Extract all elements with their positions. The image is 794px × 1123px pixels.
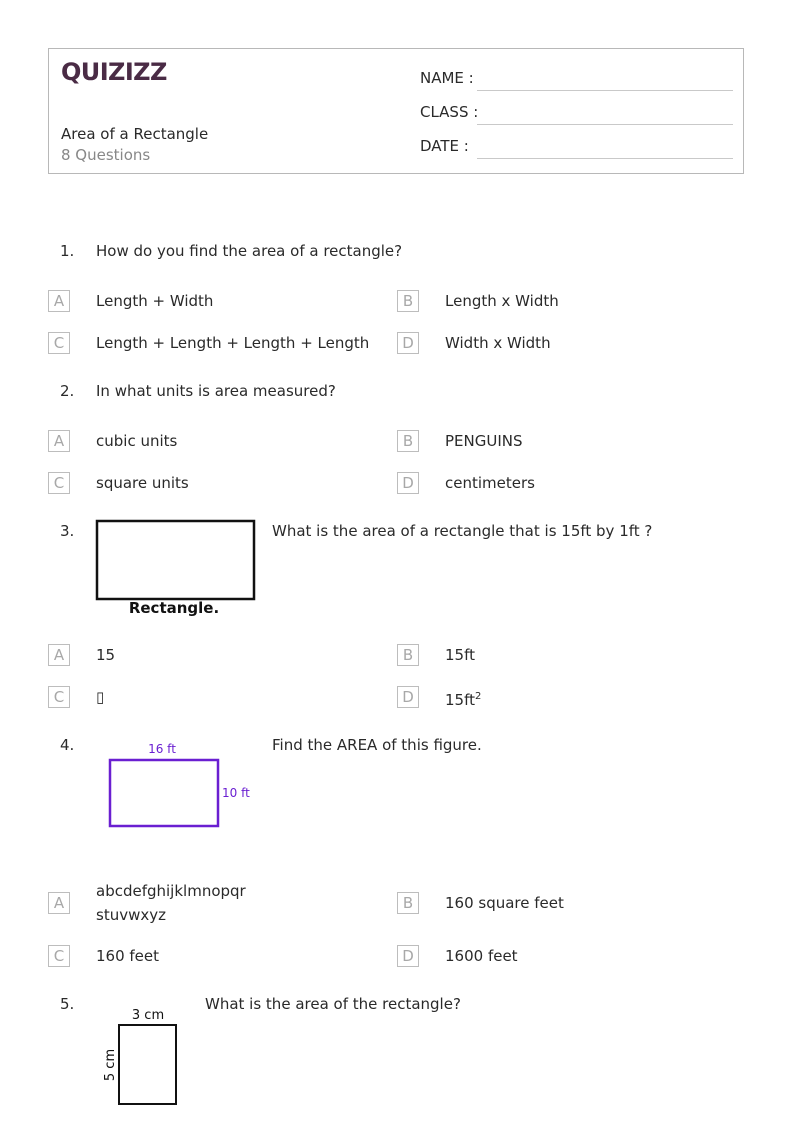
option-b-box[interactable]: B: [397, 892, 419, 914]
option-d-box[interactable]: D: [397, 472, 419, 494]
question-number: 4.: [60, 736, 75, 754]
question-number: 3.: [60, 522, 75, 540]
option-d-box[interactable]: D: [397, 332, 419, 354]
date-line[interactable]: [477, 158, 733, 159]
question-count: 8 Questions: [61, 146, 151, 164]
question-text: What is the area of a rectangle that is 15ft by 1ft ?: [272, 522, 653, 540]
black-rectangle: [119, 1025, 176, 1104]
height-label: 10 ft: [222, 786, 250, 800]
option-c-text: Length + Length + Length + Length: [96, 334, 370, 352]
option-b-text: PENGUINS: [445, 432, 523, 450]
question-text: In what units is area measured?: [96, 382, 336, 400]
purple-rectangle: [110, 760, 218, 826]
option-d-box[interactable]: D: [397, 945, 419, 967]
question-number: 5.: [60, 995, 75, 1013]
rectangle-figure-16x10: [104, 738, 254, 832]
option-a-text: Length + Width: [96, 292, 214, 310]
option-b-box[interactable]: B: [397, 644, 419, 666]
option-d-base: 15ft: [445, 691, 475, 709]
name-label: NAME :: [420, 69, 474, 87]
option-a-text: cubic units: [96, 432, 178, 450]
option-b-box[interactable]: B: [397, 290, 419, 312]
question-number: 1.: [60, 242, 75, 260]
option-a-line-2: stuvwxyz: [96, 906, 166, 924]
option-b-text: 15ft: [445, 646, 475, 664]
rectangle-figure-3x5: [98, 1004, 188, 1112]
question-number: 2.: [60, 382, 75, 400]
option-d-text: 1600 feet: [445, 947, 518, 965]
question-text: What is the area of the rectangle?: [205, 995, 461, 1013]
question-text: How do you find the area of a rectangle?: [96, 242, 403, 260]
option-c-box[interactable]: C: [48, 686, 70, 708]
option-a-box[interactable]: A: [48, 430, 70, 452]
date-label: DATE :: [420, 137, 469, 155]
option-d-text: [445, 685, 481, 712]
option-c-text: square units: [96, 474, 189, 492]
name-line[interactable]: [477, 90, 733, 91]
option-b-text: 160 square feet: [445, 894, 564, 912]
option-d-text: Width x Width: [445, 334, 551, 352]
option-c-box[interactable]: C: [48, 472, 70, 494]
question-text: Find the AREA of this figure.: [272, 736, 482, 754]
option-a-box[interactable]: A: [48, 644, 70, 666]
option-d-text: centimeters: [445, 474, 535, 492]
worksheet-header: [48, 48, 744, 174]
option-a-text: [96, 879, 246, 927]
option-b-box[interactable]: B: [397, 430, 419, 452]
option-c-box[interactable]: C: [48, 945, 70, 967]
rectangle-caption: Rectangle.: [128, 599, 220, 617]
class-line[interactable]: [477, 124, 733, 125]
rectangle-shape: [97, 521, 254, 599]
quizizz-logo: [61, 58, 167, 86]
option-a-line-1: abcdefghijklmnopqr: [96, 882, 246, 900]
rectangle-illustration: [94, 518, 260, 620]
option-a-box[interactable]: A: [48, 290, 70, 312]
option-c-text: 160 feet: [96, 947, 160, 965]
worksheet-title: Area of a Rectangle: [61, 125, 209, 143]
option-a-box[interactable]: A: [48, 892, 70, 914]
class-label: CLASS :: [420, 103, 479, 121]
option-d-superscript: 2: [475, 691, 482, 702]
option-d-box[interactable]: D: [397, 686, 419, 708]
option-c-box[interactable]: C: [48, 332, 70, 354]
option-b-text: Length x Width: [445, 292, 559, 310]
svg-text:QUIZIZZ: QUIZIZZ: [61, 58, 167, 86]
height-label: 5 cm: [103, 1048, 118, 1082]
width-label: 16 ft: [148, 742, 176, 756]
option-c-text: ▯: [96, 688, 105, 706]
option-a-text: 15: [96, 646, 116, 664]
width-label: 3 cm: [131, 1008, 165, 1023]
